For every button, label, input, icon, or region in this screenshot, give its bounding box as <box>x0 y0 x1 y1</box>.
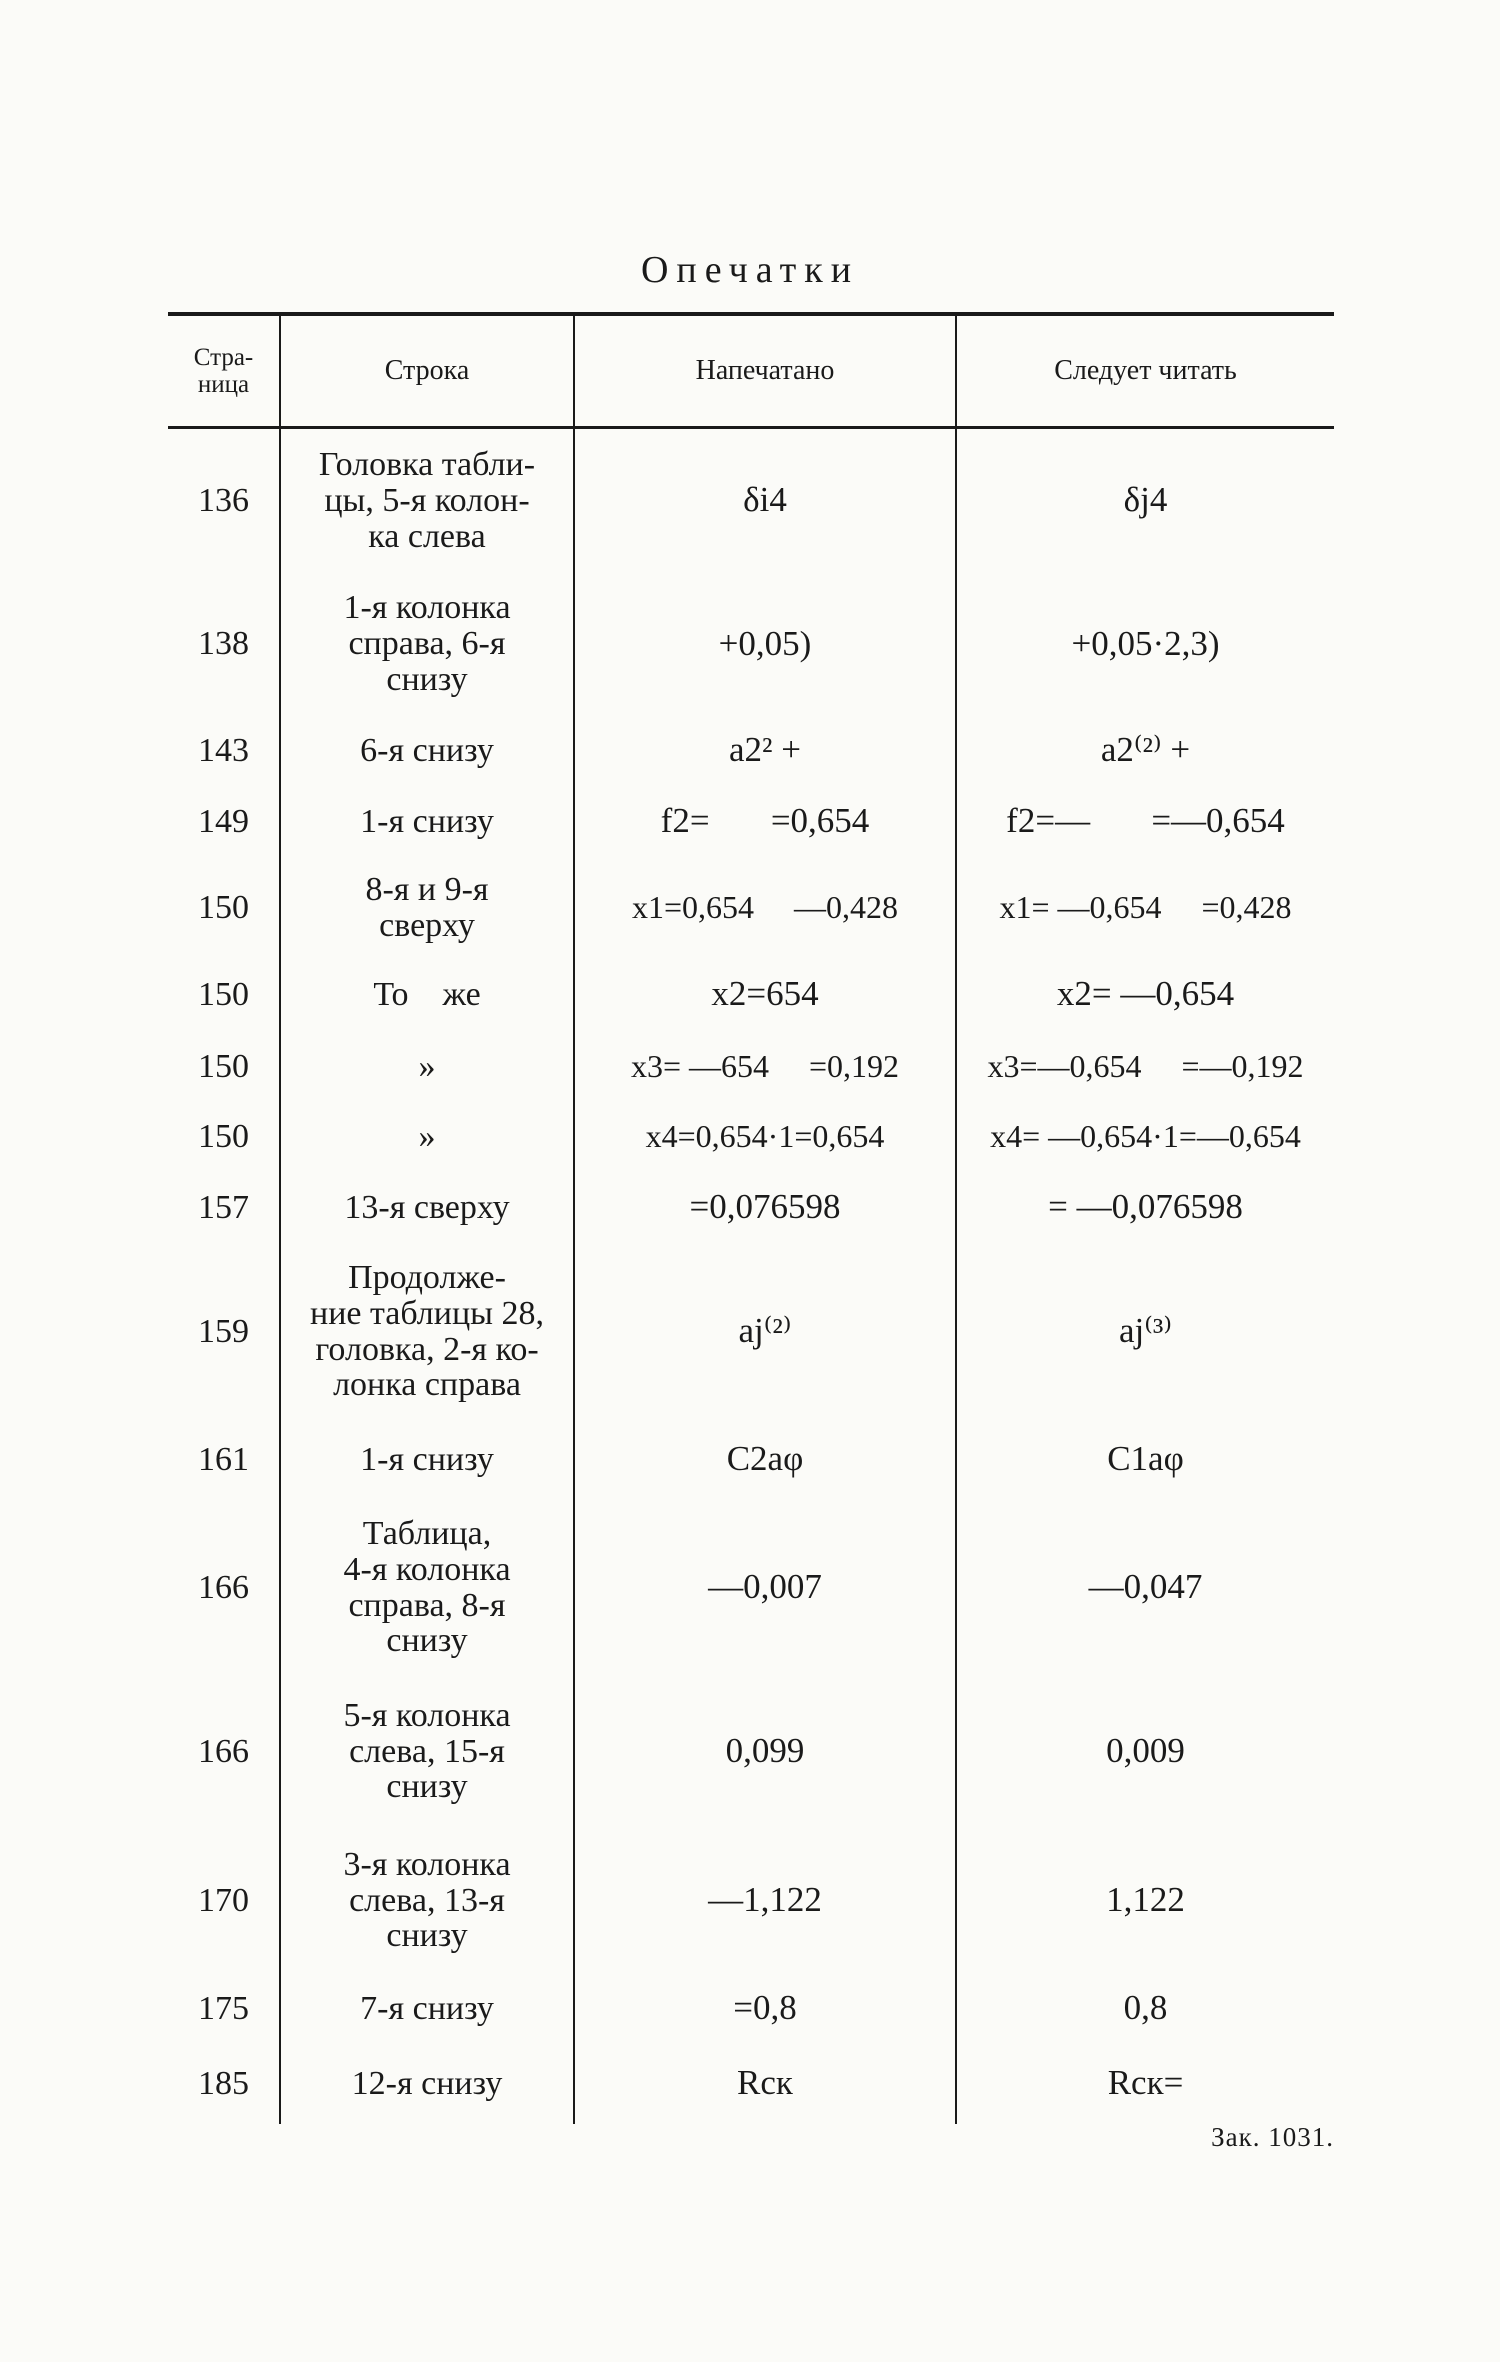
cell-printed: =0,8 <box>574 1974 956 2044</box>
cell-read: x3=—0,654 =—0,192 <box>956 1032 1334 1102</box>
cell-line: 5-я колонка слева, 15-я снизу <box>280 1676 574 1828</box>
cell-printed: C2aφ <box>574 1420 956 1500</box>
table-row <box>168 786 1334 858</box>
table-row <box>168 1032 1334 1102</box>
cell-page: 149 <box>198 802 249 840</box>
cell-printed: x1=0,654 —0,428 <box>574 858 956 958</box>
header-row <box>168 314 1334 428</box>
cell-page: 150 <box>198 888 249 926</box>
cell-printed: =0,076598 <box>574 1172 956 1244</box>
cell-line: 12-я снизу <box>280 2044 574 2124</box>
errata-table <box>168 312 1334 2124</box>
cell-printed: +0,05) <box>574 573 956 716</box>
header-page: Стра- ница <box>193 343 254 398</box>
cell-read: x4= —0,654·1=—0,654 <box>956 1102 1334 1172</box>
cell-read: 0,009 <box>956 1676 1334 1828</box>
cell-line: Продолже- ние таблицы 28, головка, 2-я ко- лонка справа <box>280 1244 574 1420</box>
cell-printed: —0,007 <box>574 1500 956 1676</box>
cell-page: 157 <box>198 1188 249 1226</box>
table-row <box>168 1244 1334 1420</box>
header-read: Следует читать <box>956 314 1334 428</box>
cell-read: δj4 <box>956 428 1334 573</box>
cell-page: 159 <box>198 1312 249 1350</box>
table-row <box>168 1172 1334 1244</box>
cell-printed: x3= —654 =0,192 <box>574 1032 956 1102</box>
table-row <box>168 1420 1334 1500</box>
cell-read: 0,8 <box>956 1974 1334 2044</box>
table-row <box>168 1828 1334 1974</box>
cell-read: = —0,076598 <box>956 1172 1334 1244</box>
table-row <box>168 858 1334 958</box>
cell-line: » <box>280 1032 574 1102</box>
cell-line: Таблица, 4-я колонка справа, 8-я снизу <box>280 1500 574 1676</box>
page-title: Опечатки <box>640 249 860 291</box>
table-body <box>168 428 1334 2124</box>
cell-line: 8-я и 9-я сверху <box>280 858 574 958</box>
cell-line: » <box>280 1102 574 1172</box>
cell-read: f2=— =—0,654 <box>956 786 1334 858</box>
cell-read: 1,122 <box>956 1828 1334 1974</box>
cell-read: aj⁽³⁾ <box>956 1244 1334 1420</box>
table-row <box>168 1102 1334 1172</box>
cell-line: 13-я сверху <box>280 1172 574 1244</box>
cell-line: 1-я снизу <box>280 1420 574 1500</box>
cell-page: 175 <box>198 1989 249 2027</box>
cell-page: 150 <box>198 1047 249 1085</box>
cell-printed: x4=0,654·1=0,654 <box>574 1102 956 1172</box>
cell-page: 150 <box>198 975 249 1013</box>
cell-page: 138 <box>198 625 249 663</box>
cell-line: 3-я колонка слева, 13-я снизу <box>280 1828 574 1974</box>
cell-page: 143 <box>198 731 249 769</box>
cell-read: x1= —0,654 =0,428 <box>956 858 1334 958</box>
cell-page: 150 <box>198 1117 249 1155</box>
table-row <box>168 573 1334 716</box>
cell-read: +0,05·2,3) <box>956 573 1334 716</box>
cell-printed: a2² + <box>574 716 956 786</box>
cell-read: C1aφ <box>956 1420 1334 1500</box>
order-number: Зак. 1031. <box>1211 2122 1334 2152</box>
table-header <box>168 314 1334 428</box>
cell-printed: —1,122 <box>574 1828 956 1974</box>
table-row <box>168 1500 1334 1676</box>
errata-table-wrap <box>168 312 1334 2124</box>
header-printed: Напечатано <box>574 314 956 428</box>
cell-line: То же <box>280 958 574 1032</box>
table-row <box>168 1676 1334 1828</box>
header-line: Строка <box>280 314 574 428</box>
cell-page: 136 <box>198 481 249 519</box>
cell-read: a2⁽²⁾ + <box>956 716 1334 786</box>
cell-page: 166 <box>198 1732 249 1770</box>
cell-line: 6-я снизу <box>280 716 574 786</box>
cell-line: Головка табли- цы, 5-я колон- ка слева <box>280 428 574 573</box>
cell-read: —0,047 <box>956 1500 1334 1676</box>
table-row <box>168 1974 1334 2044</box>
cell-line: 1-я снизу <box>280 786 574 858</box>
table-row <box>168 2044 1334 2124</box>
cell-page: 161 <box>198 1440 249 1478</box>
cell-read: x2= —0,654 <box>956 958 1334 1032</box>
cell-printed: f2= =0,654 <box>574 786 956 858</box>
cell-printed: x2=654 <box>574 958 956 1032</box>
cell-page: 185 <box>198 2064 249 2102</box>
table-row <box>168 716 1334 786</box>
cell-printed: δi4 <box>574 428 956 573</box>
cell-page: 170 <box>198 1881 249 1919</box>
cell-page: 166 <box>198 1568 249 1606</box>
cell-printed: Rск <box>574 2044 956 2124</box>
cell-printed: 0,099 <box>574 1676 956 1828</box>
cell-line: 7-я снизу <box>280 1974 574 2044</box>
cell-read: Rск= <box>956 2044 1334 2124</box>
cell-printed: aj⁽²⁾ <box>574 1244 956 1420</box>
table-row <box>168 428 1334 573</box>
cell-line: 1-я колонка справа, 6-я снизу <box>280 573 574 716</box>
table-row <box>168 958 1334 1032</box>
